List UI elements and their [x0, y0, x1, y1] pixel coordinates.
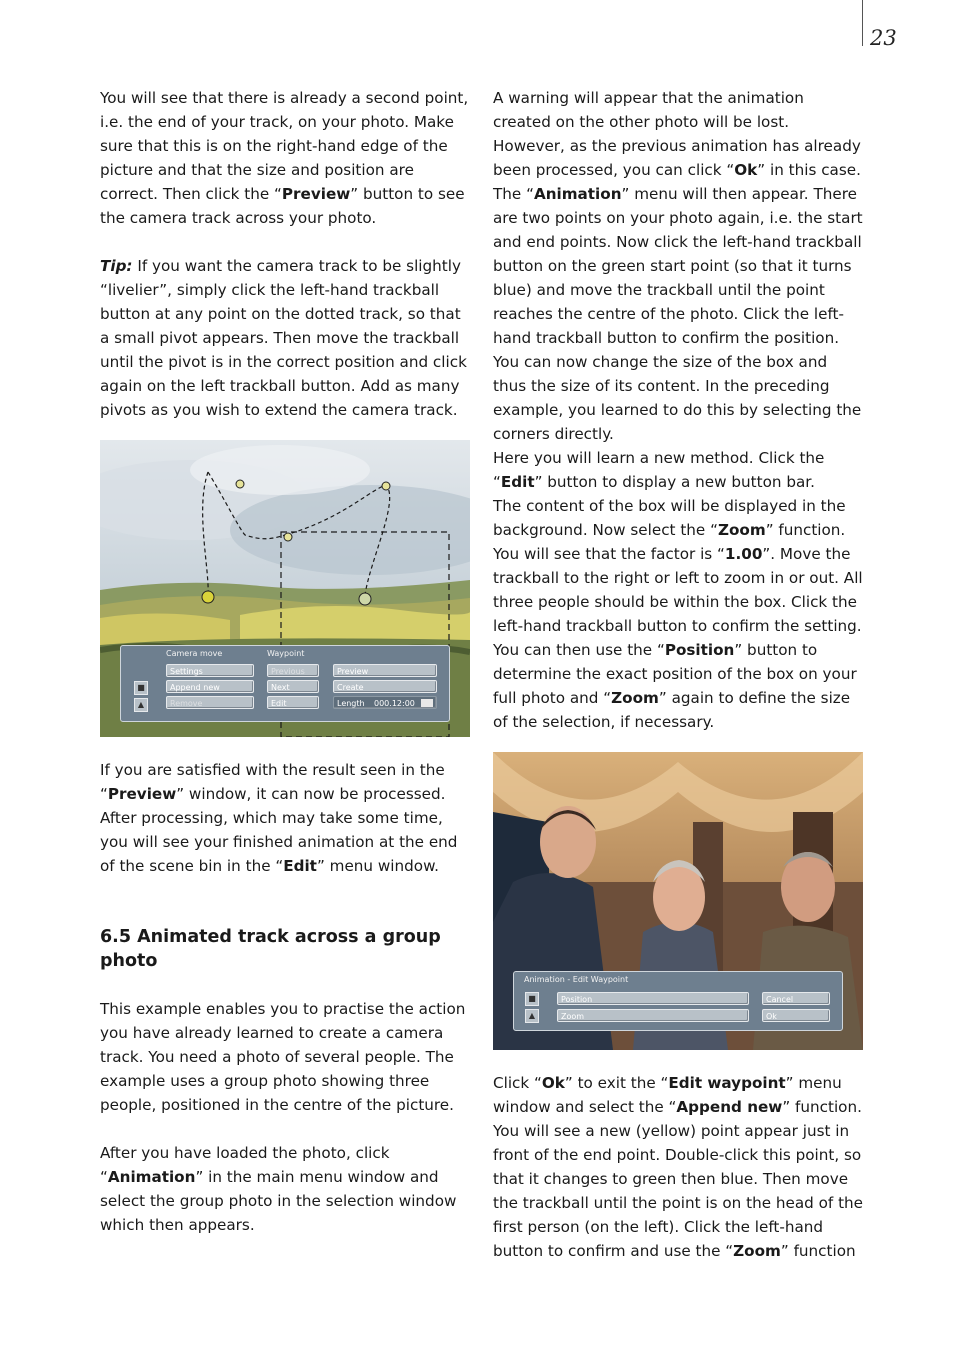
left-paragraph-3: This example enables you to practise the action you have already learned to create a camera track. You need a photo of several people. The example uses a group photo showing three people, positioned in the centre of the picture.	[100, 1000, 466, 1114]
next-button[interactable]: Next	[267, 680, 319, 693]
stop-icon[interactable]: ■	[525, 992, 539, 1006]
preview-button[interactable]: Preview	[333, 664, 437, 677]
bold-term: Append new	[676, 1098, 783, 1116]
left-paragraph-4: After you have loaded the photo, click “Animation” in the main menu window and select the group photo in the selection window which then appears.	[100, 1144, 457, 1234]
append-new-button[interactable]: Append new	[166, 680, 254, 693]
bold-term: Preview	[281, 185, 351, 203]
move-icon[interactable]: ▲	[134, 698, 148, 712]
group-photo	[493, 752, 863, 1050]
bold-term: Edit	[283, 857, 317, 875]
bold-term: Ok	[734, 161, 758, 179]
right-paragraph-4: Click “Ok” to exit the “Edit waypoint” menu window and select the “Append new” function. You will see a new (yellow) point appear just in front of the end point. Double-click this point, so that it changes to green then blue. Then move the trackball until the point is on the head of the first person (on the left). Click the left-hand button to confirm and use the “Zoom” function	[493, 1074, 863, 1260]
length-label: Length	[337, 699, 365, 708]
edit-waypoint-title: Animation - Edit Waypoint	[524, 975, 629, 984]
tip-label: Tip:	[100, 257, 133, 275]
page-number: 23	[870, 26, 897, 50]
remove-button[interactable]: Remove	[166, 696, 254, 709]
bold-term: 1.00	[724, 545, 763, 563]
settings-button[interactable]: Settings	[166, 664, 254, 677]
edit-waypoint-panel	[513, 971, 843, 1031]
zoom-button[interactable]: Zoom	[557, 1009, 749, 1022]
edit-button[interactable]: Edit	[267, 696, 319, 709]
length-field	[333, 696, 437, 709]
position-button[interactable]: Position	[557, 992, 749, 1005]
bold-term: Position	[664, 641, 735, 659]
right-paragraph-3: The content of the box will be displayed in the background. Now select the “Zoom” function. You will see that the factor is “1.00”. Move the trackball to the right or left to zoom in or out. All three people should be within the box. Click the left-hand trackball button to confirm the setting. You can then use the “Position” button to determine the exact position of the box on your full photo and “Zoom” again to define the size of the selection, if necessary.	[493, 497, 863, 731]
bold-term: Zoom	[717, 521, 766, 539]
bold-term: Ok	[541, 1074, 565, 1092]
move-icon[interactable]: ▲	[525, 1009, 539, 1023]
previous-button[interactable]: Previous	[267, 664, 319, 677]
bold-term: Animation	[107, 1168, 196, 1186]
camera-move-title: Camera move	[166, 649, 223, 658]
bold-term: Zoom	[611, 689, 659, 707]
tip-paragraph	[100, 254, 472, 422]
bold-term: Preview	[107, 785, 177, 803]
right-paragraph-1: A warning will appear that the animation created on the other photo will be lost. However, as the previous animation has already been processed, you can click “Ok” in this case. The “Animation” menu will then appear. There are two points on your photo again, i.e. the start and end points. Now click the left-hand trackball button on the green start point (so that it turns blue) and move the trackball until the point reaches the centre of the photo. Click the left-hand trackball button to confirm the position. You can now change the size of the box and thus the size of its content. In the preceding example, you learned to do this by selecting the corners directly.	[493, 89, 863, 443]
bold-term: Edit	[500, 473, 535, 491]
ok-button[interactable]: Ok	[762, 1009, 830, 1022]
film-icon	[421, 699, 433, 707]
stop-icon[interactable]: ■	[134, 681, 148, 695]
cancel-button[interactable]: Cancel	[762, 992, 830, 1005]
create-button[interactable]: Create	[333, 680, 437, 693]
bold-term: Animation	[533, 185, 622, 203]
right-column-lower	[493, 1071, 865, 1263]
left-paragraph-1: You will see that there is already a second point, i.e. the end of your track, on your photo. Make sure that this is on the right-hand edge of the picture and that the size and position are correct. Then click the “Preview” button to see the camera track across your photo.	[100, 89, 469, 227]
length-value: 000.12:00	[374, 699, 415, 708]
camera-move-panel	[120, 645, 450, 722]
left-paragraph-2: If you are satisfied with the result seen in the “Preview” window, it can now be processed. After processing, which may take some time, you will see your finished animation at the end of the scene bin in the “Edit” menu window.	[100, 761, 458, 875]
bold-term: Edit waypoint	[668, 1074, 786, 1092]
right-paragraph-2: Here you will learn a new method. Click the “Edit” button to display a new button bar.	[493, 449, 825, 491]
left-column-lower	[100, 758, 472, 1237]
page-number-rule	[862, 0, 863, 46]
right-column	[493, 86, 865, 734]
waypoint-title: Waypoint	[267, 649, 305, 658]
left-column	[100, 86, 472, 422]
section-heading: 6.5 Animated track across a group photo	[100, 927, 441, 971]
camera-track-photo	[100, 440, 470, 737]
tip-text: If you want the camera track to be slightly “livelier”, simply click the left-hand trackball button at any point on the dotted track, so that a small pivot appears. Then move the trackball until the pivot is in the correct position and click again on the left trackball button. Add as many pivots as you wish to extend the camera track.	[100, 257, 467, 419]
bold-term: Zoom	[733, 1242, 781, 1260]
